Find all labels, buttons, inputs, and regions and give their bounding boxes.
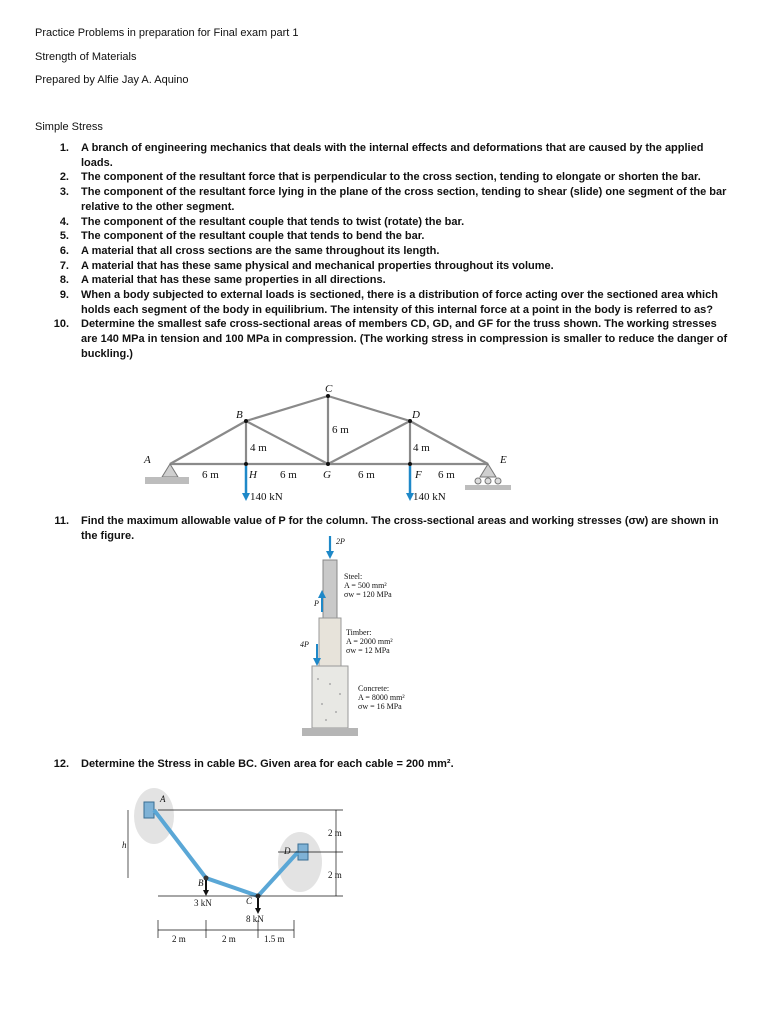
concrete-name: Concrete: [358, 684, 390, 693]
point-label-c: C [246, 896, 253, 906]
bottom-dim: 1.5 m [264, 934, 285, 944]
concrete-area: A = 8000 mm² [358, 693, 405, 702]
node-label-e: E [500, 454, 507, 466]
question-item: 2. The component of the resultant force that is perpendicular to the cross section, tending to elongate or shorten the bar. [59, 171, 701, 184]
point-label-a: A [160, 794, 166, 804]
concrete-stress: σw = 16 MPa [358, 702, 402, 711]
roller-support-right [465, 464, 511, 490]
timber-stress: σw = 12 MPa [346, 646, 390, 655]
bottom-dim: 2 m [172, 934, 186, 944]
doc-author: Prepared by Alfie Jay A. Aquino [35, 74, 189, 86]
column-base [302, 728, 358, 736]
load-label-left: 140 kN [250, 491, 283, 503]
node-label-b: B [236, 409, 243, 421]
height-left-label: 4 m [250, 442, 267, 454]
steel-stress: σw = 120 MPa [344, 590, 392, 599]
node-label-h: H [249, 469, 257, 481]
span-label: 6 m [438, 469, 455, 481]
span-label: 6 m [202, 469, 219, 481]
question-item: 4. The component of the resultant couple that tends to twist (rotate) the bar. [59, 215, 465, 228]
span-label: 6 m [358, 469, 375, 481]
point-label-d: D [284, 846, 291, 856]
steel-area: A = 500 mm² [344, 581, 387, 590]
node-label-a: A [144, 454, 151, 466]
question-11: 11. Find the maximum allowable value of P for the column. The cross-sectional areas and working stresses (σw) are shown in the figure. [54, 515, 719, 542]
node-label-f: F [415, 469, 422, 481]
right-dim-bottom: 2 m [328, 870, 342, 880]
question-item: 10. Determine the smallest safe cross-sectional areas of members CD, GD, and GF for the truss shown. The working stresses are 140 MPa in tension and 100 MPa in compression. (The working stress in compression is smaller to reduce the danger of buckling.) [53, 318, 728, 360]
concrete-segment [312, 666, 348, 728]
load-label-b: 3 kN [194, 898, 212, 908]
height-right-label: 4 m [413, 442, 430, 454]
load-label-right: 140 kN [413, 491, 446, 503]
steel-name: Steel: [344, 572, 363, 581]
p-load-label: P [314, 599, 319, 608]
load-label-c: 8 kN [246, 914, 264, 924]
column-figure [300, 534, 460, 744]
height-center-label: 6 m [332, 424, 349, 436]
span-label: 6 m [280, 469, 297, 481]
arrow-down-icon [242, 493, 250, 501]
timber-segment [319, 618, 341, 668]
height-label: h [122, 840, 127, 850]
arrow-down-icon [326, 551, 334, 559]
timber-area: A = 2000 mm² [346, 637, 393, 646]
question-list [45, 141, 735, 362]
question-item: 7. A material that has these same physical and mechanical properties throughout its volume. [59, 259, 554, 272]
question-item: 6. A material that all cross sections are the same throughout its length. [59, 244, 440, 257]
node-label-d: D [412, 409, 420, 421]
question-12: 12. Determine the Stress in cable BC. Given area for each cable = 200 mm². [53, 758, 454, 770]
node-label-g: G [323, 469, 331, 481]
right-dim-top: 2 m [328, 828, 342, 838]
cable-figure [118, 780, 358, 955]
arrow-down-icon [203, 890, 209, 896]
doc-subject: Strength of Materials [35, 51, 137, 63]
truss-figure [140, 384, 520, 504]
support-a [144, 802, 154, 818]
truss-members [170, 396, 488, 464]
bottom-dim: 2 m [222, 934, 236, 944]
cable [154, 810, 298, 896]
pin-support-left [145, 464, 189, 484]
question-item: 1. A branch of engineering mechanics that deals with the internal effects and deformations that are caused by the applied loads. [59, 142, 704, 169]
doc-title: Practice Problems in preparation for Final exam part 1 [35, 27, 299, 39]
question-item: 5. The component of the resultant couple that tends to bend the bar. [59, 230, 425, 243]
point-label-b: B [198, 878, 204, 888]
question-item: 3. The component of the resultant force lying in the plane of the cross section, tending to shear (slide) one segment of the bar relative to the other segment. [59, 186, 727, 213]
question-item: 9. When a body subjected to external loads is sectioned, there is a distribution of force acting over the sectioned area which holds each segment of the body in equilibrium. The intensity of this internal force at a point in the body is referred to as? [59, 289, 718, 316]
timber-name: Timber: [346, 628, 372, 637]
section-title: Simple Stress [35, 121, 103, 133]
question-item: 8. A material that has these same properties in all directions. [59, 274, 386, 287]
four-p-load-label: 4P [300, 640, 309, 649]
top-load-label: 2P [336, 537, 345, 546]
node-label-c: C [325, 384, 333, 395]
